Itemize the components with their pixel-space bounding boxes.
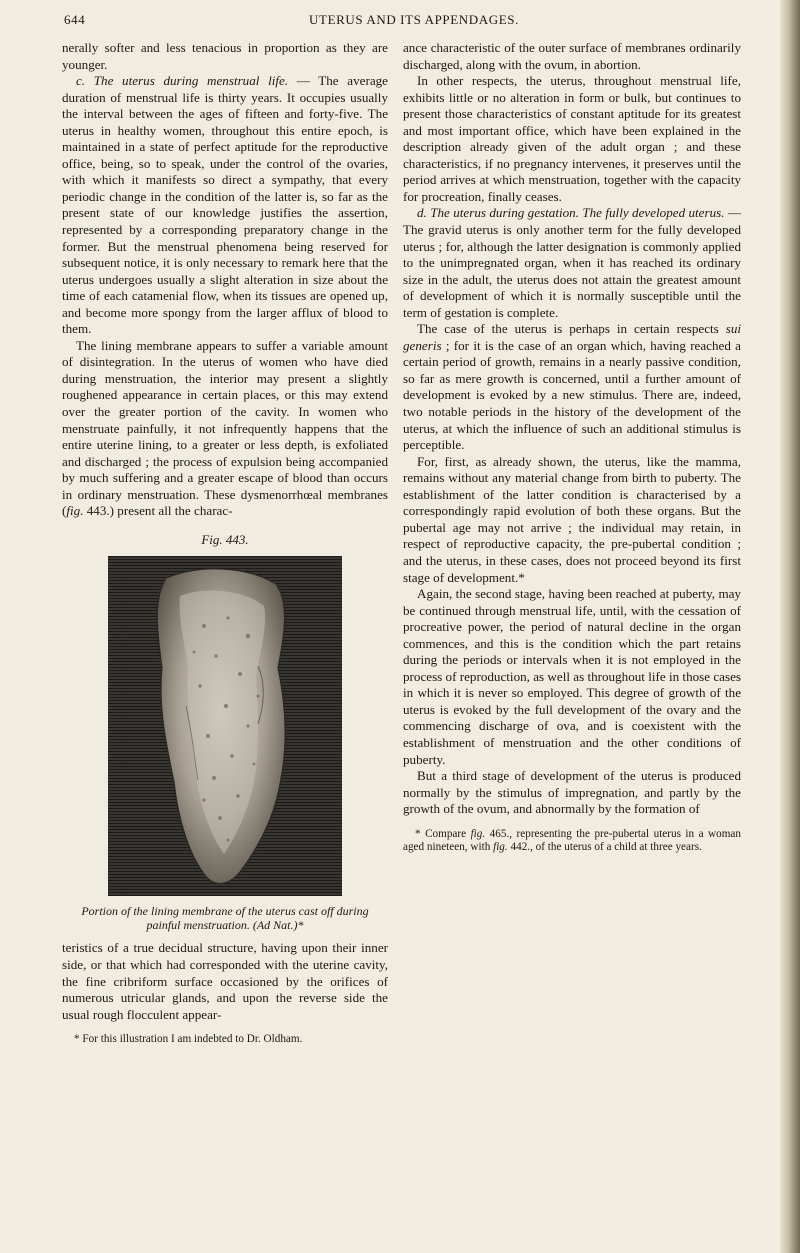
- paragraph: [62, 73, 388, 338]
- paragraph: For, first, as already shown, the uterus, like the mamma, remains without any material change from birth to puberty. The establishment of the latter condition is characterised by a correspondingly rapid evolution of both these organs. But the pubertal age may not arrive ; the individual may retain, in respect of reproductive capacity, the pre-pubertal condition ; and the uterus, in these cases, does not proceed beyond its first stage of development.*: [403, 453, 741, 585]
- paragraph-text: The lining membrane appears to suffer a variable amount of disintegration. In the uterus of women who have died during menstruation, the interior may present a slightly roughened appearance in certain places, or this may extend over the greater portion of the cavity. In women who menstruate painfully, it not infrequently happens that the entire uterine lining, to a greater or less depth, is exfoliated and discharged ; the process of expulsion being accompanied by much suffering and a greater escape of blood than occurs in ordinary menstruation. These dysmenorrhœal membranes (: [62, 337, 388, 519]
- footnote-text: [403, 828, 741, 855]
- page-header: [64, 12, 764, 34]
- paragraph-text: 443.) present all the charac-: [83, 503, 233, 519]
- page-number: 644: [64, 12, 86, 27]
- paragraph: But a third stage of development of the uterus is produced normally by the stimulus of impregnation, and partly by the growth of the ovum, and abnormally by the formation of: [403, 768, 741, 817]
- paragraph-text: The case of the uterus is perhaps in certain respects: [417, 321, 726, 337]
- paragraph-text: ; for it is the case of an organ which, having reached a certain period of growth, remains in a nearly passive condition, so far as mere growth is concerned, until a further amount of development is evoked by a new stimulus. There are, indeed, two notable periods in the history of the development of the uterus, at which the influence of such an additional stimulus is perceptible.: [403, 337, 741, 453]
- latin-phrase: sui generis: [403, 321, 741, 353]
- paragraph-text: — The gravid uterus is only another term for the fully developed uterus ; for, although the latter designation is commonly applied to the unimpregnated organ, when it has reached its ordinary size in the adult, the uterus does not attain the greatest amount of development of which it is normally susceptible until the term of gestation is complete.: [403, 205, 741, 320]
- footnote: [403, 828, 741, 855]
- paragraph: Again, the second stage, having been reached at puberty, may be continued through menstrual life, until, with the cessation of procreative power, the period of natural decline in the organ commences, and this is the condition which the part retains during the periods or intervals when it is not employed in the process of reproduction, as well as throughout life in those cases in which it is never so employed. This degree of growth of the uterus is evoked by the full development of the ovary and the commencing discharge of ova, and is coexistent with the establishment of menstruation and the other conditions of puberty.: [403, 586, 741, 767]
- figure-reference: fig.: [66, 503, 84, 519]
- figure-reference: fig.: [493, 841, 508, 854]
- paragraph: [403, 205, 741, 321]
- paragraph: ance characteristic of the outer surface of membranes ordinarily discharged, along with the ovum, in abortion.: [403, 40, 741, 72]
- paragraph: [62, 338, 388, 520]
- section-heading: d. The uterus during gestation. The fully developed uterus.: [417, 205, 725, 221]
- figure-label: Fig. 443.: [201, 531, 249, 547]
- left-column: [62, 40, 388, 1047]
- section-heading: c. The uterus during menstrual life.: [76, 73, 289, 89]
- figure-caption: Portion of the lining membrane of the uterus cast off during painful menstruation. (Ad Nat.)*: [81, 904, 369, 933]
- paragraph-text: — The average duration of menstrual life is thirty years. It occupies usually the interval between the ages of fifteen and forty-five. The uterus in healthy women, throughout this entire epoch, is maintained in a state of perfect aptitude for the reproductive office, being, so to speak, under the control of the ovaries, with which it manifests so direct a sympathy, that every periodic change in the condition of the latter is, so far as the present state of our knowledge justifies the assertion, represented by a corresponding preparatory change in the former. But the menstrual phenomena being reserved for subsequent notice, it is only necessary to remark here that the uterus undergoes usually a slight alteration in size about the time of each catamenial flow, when its tissues are opened up, and become more spongy from the larger afflux of blood to them.: [62, 73, 388, 337]
- footnote-text: * For this illustration I am indebted to Dr. Oldham.: [74, 1033, 303, 1046]
- paragraph: [403, 321, 741, 453]
- paragraph: In other respects, the uterus, throughout menstrual life, exhibits little or no alteration in form or bulk, but continues to present those characteristics of constant aptitude for its greatest and most important office, which have been explained in the description already given of the adult organ ; and these characteristics, if no pregnancy intervenes, it preserves until the period arrives at which menstruation, together with the capacity for procreation, finally ceases.: [403, 73, 741, 204]
- paragraph: nerally softer and less tenacious in proportion as they are younger.: [62, 40, 388, 72]
- footnote: [62, 1033, 388, 1047]
- book-edge-shadow: [780, 0, 800, 1253]
- paragraph: teristics of a true decidual structure, having upon their inner side, or that which had corresponded with the uterine cavity, the fine cribriform surface occasioned by the orifices of numerous utricular glands, and upon the reverse side the usual rough flocculent appear-: [62, 940, 388, 1022]
- footnote-part: 465., representing the pre-pubertal uterus in a woman aged nineteen, with: [403, 827, 741, 854]
- membrane-illustration: [108, 556, 342, 896]
- figure-reference: fig.: [470, 827, 486, 840]
- footnote-part: 442., of the uterus of a child at three years.: [507, 841, 702, 854]
- figure-illustration: [108, 556, 342, 896]
- right-column: [403, 40, 741, 855]
- running-title: UTERUS AND ITS APPENDAGES.: [309, 12, 519, 27]
- footnote-part: * Compare: [415, 827, 471, 840]
